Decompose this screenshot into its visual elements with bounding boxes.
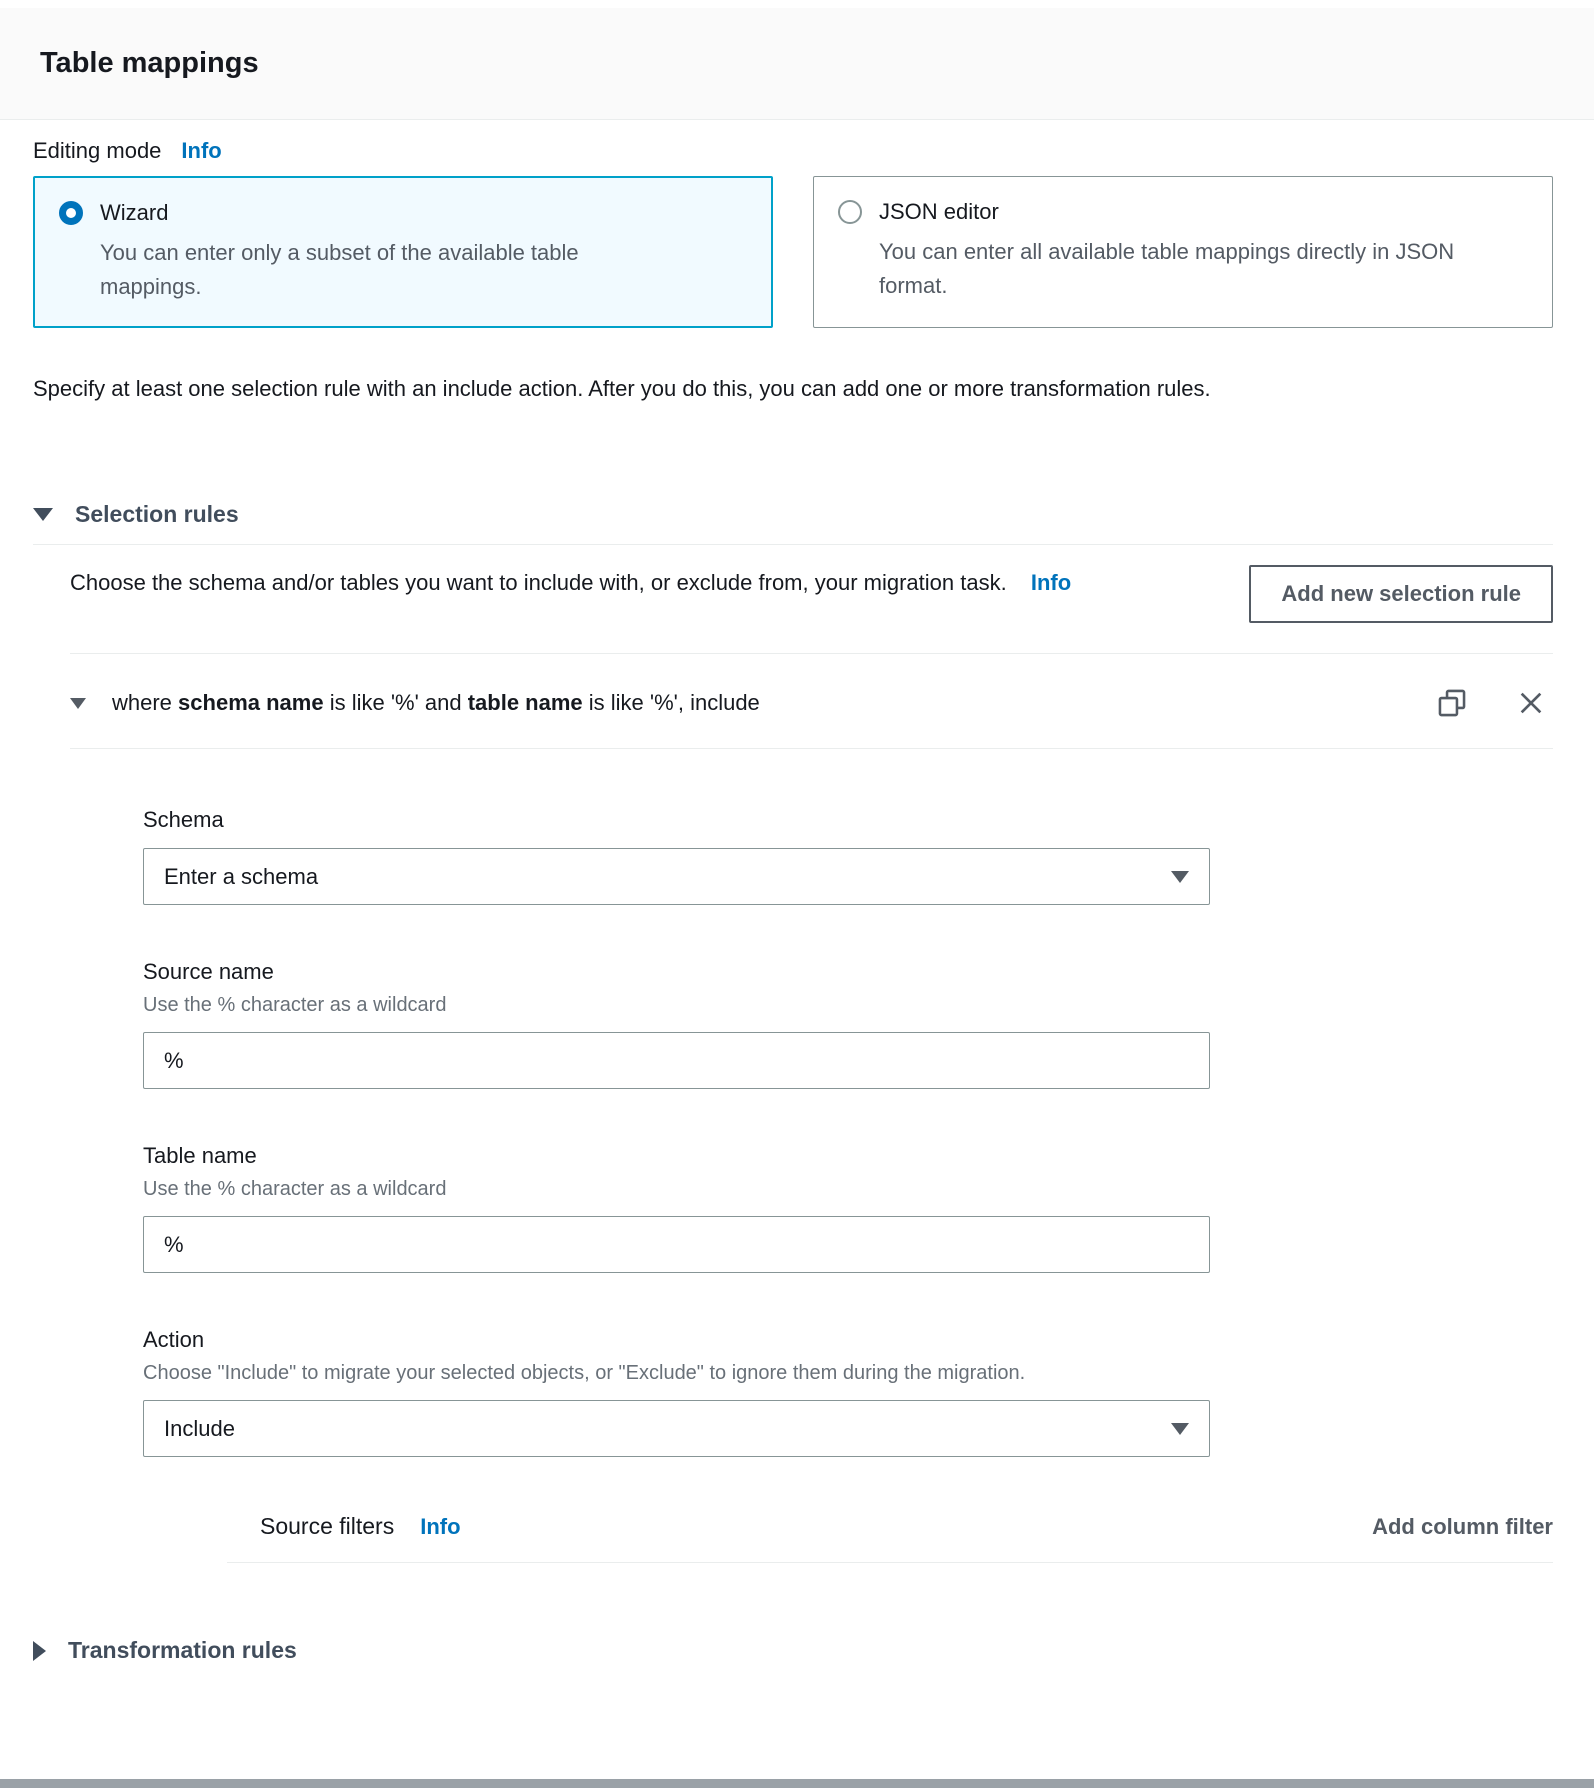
tile-wizard-head — [59, 200, 747, 226]
chevron-down-icon — [1171, 1423, 1189, 1435]
window-bottom-edge — [0, 1779, 1594, 1788]
selection-rules-title: Selection rules — [75, 501, 239, 528]
remove-rule-button[interactable] — [1515, 687, 1547, 719]
caret-right-icon — [33, 1641, 46, 1661]
source-filters-title: Source filters — [260, 1513, 395, 1540]
schema-select[interactable] — [143, 848, 1210, 905]
add-new-selection-rule-button[interactable]: Add new selection rule — [1249, 565, 1553, 623]
table-mappings-header — [0, 8, 1594, 120]
tile-json-editor-head — [838, 199, 1528, 225]
divider — [33, 544, 1553, 545]
editing-mode-info-link[interactable]: Info — [181, 138, 222, 163]
source-name-input[interactable] — [143, 1032, 1210, 1089]
action-select[interactable] — [143, 1400, 1210, 1457]
selection-rules-info-link[interactable]: Info — [1030, 570, 1072, 596]
json-editor-title: JSON editor — [879, 199, 999, 224]
wizard-description: You can enter only a subset of the available table mappings. — [100, 240, 579, 300]
schema-label: Schema — [143, 807, 224, 833]
selection-rules-description — [70, 565, 1080, 600]
divider — [70, 748, 1553, 749]
table-name-hint: Use the % character as a wildcard — [143, 1178, 447, 1201]
divider — [227, 1562, 1553, 1563]
transformation-rules-toggle[interactable] — [33, 1637, 297, 1664]
action-select-value: Include — [164, 1415, 235, 1441]
rule-summary — [112, 690, 760, 716]
json-editor-description: You can enter all available table mappings directly in JSON format. — [879, 239, 1455, 299]
editing-mode-tiles — [33, 176, 1553, 328]
rule-actions — [1435, 686, 1547, 720]
json-editor-radio-unselected[interactable] — [838, 200, 862, 224]
schema-select-value: Enter a schema — [164, 863, 319, 889]
duplicate-rule-button[interactable] — [1435, 686, 1469, 720]
wizard-title: Wizard — [100, 200, 169, 225]
selection-rules-description-text: Choose the schema and/or tables you want to include with, or exclude from, your migration task. — [70, 570, 1007, 596]
tile-wizard[interactable] — [33, 176, 773, 328]
intro-text: Specify at least one selection rule with an include action. After you do this, you can add one or more transformation rules. — [33, 376, 1211, 402]
table-name-input[interactable] — [143, 1216, 1210, 1273]
editing-mode-row — [33, 138, 1553, 164]
copy-icon — [1435, 686, 1469, 720]
rule-summary-schema-name: schema name — [178, 690, 324, 716]
rule-summary-mid: is like '%' and — [323, 690, 468, 716]
selection-rule-row — [70, 654, 1553, 748]
source-filters-info-link[interactable]: Info — [420, 1513, 461, 1539]
close-icon — [1515, 687, 1547, 719]
source-filters-row — [227, 1513, 1553, 1540]
caret-down-icon — [33, 508, 53, 521]
tile-json-editor[interactable] — [813, 176, 1553, 328]
selection-rule-form — [143, 807, 1210, 1457]
action-label: Action — [143, 1327, 205, 1353]
source-name-hint: Use the % character as a wildcard — [143, 994, 447, 1017]
rule-summary-table-name: table name — [467, 690, 583, 716]
add-column-filter-button[interactable]: Add column filter — [1372, 1513, 1553, 1539]
editing-mode-label: Editing mode — [33, 138, 162, 163]
table-mappings-panel — [0, 138, 1594, 1664]
transformation-rules-title: Transformation rules — [68, 1637, 297, 1664]
rule-summary-suffix: is like '%', include — [582, 690, 760, 716]
rule-caret-down-icon[interactable] — [70, 698, 86, 709]
wizard-radio-selected[interactable] — [59, 201, 83, 225]
table-name-label: Table name — [143, 1143, 257, 1169]
selection-rules-toggle[interactable] — [33, 501, 239, 528]
selection-rules-description-row — [33, 565, 1553, 623]
chevron-down-icon — [1171, 871, 1189, 883]
page-title: Table mappings — [40, 47, 259, 79]
source-name-label: Source name — [143, 959, 274, 985]
rule-summary-prefix: where — [112, 690, 179, 716]
action-hint: Choose "Include" to migrate your selected objects, or "Exclude" to ignore them during the migration. — [143, 1362, 1026, 1385]
